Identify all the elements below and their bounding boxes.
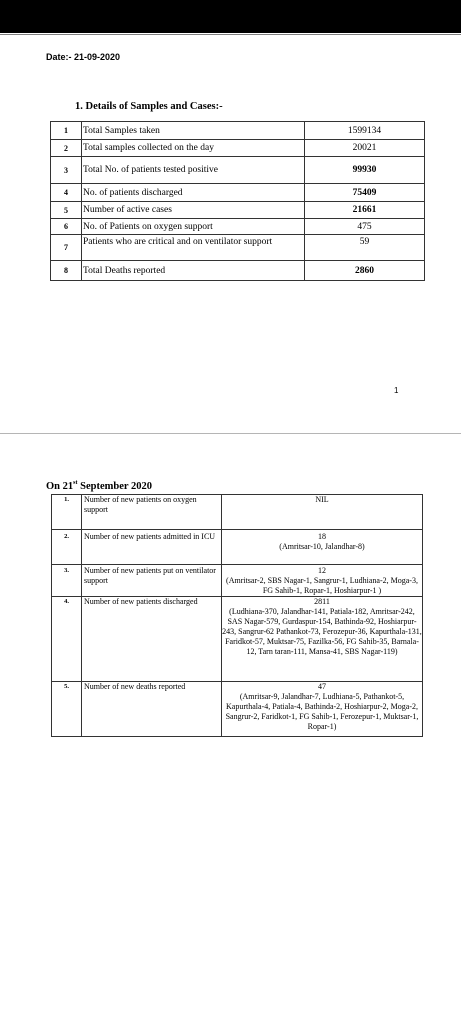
row-label: Number of new patients admitted in ICU — [82, 530, 222, 565]
row-value: 12 — [318, 566, 326, 575]
report-date: Date:- 21-09-2020 — [46, 52, 121, 62]
row-value-cell — [222, 682, 423, 737]
row-number: 6 — [51, 219, 82, 235]
row-label: Total No. of patients tested positive — [82, 157, 305, 184]
row-label: Patients who are critical and on ventilator support — [82, 235, 305, 261]
row-value: 18 — [318, 532, 326, 541]
table-row — [51, 235, 425, 261]
row-number: 1 — [51, 122, 82, 140]
row-detail: (Amritsar-2, SBS Nagar-1, Sangrur-1, Ludhiana-2, Moga-3, FG Sahib-1, Ropar-1, Hoshiarpur-1 ) — [226, 576, 418, 595]
row-detail: (Amritsar-10, Jalandhar-8) — [279, 542, 365, 551]
table-row — [51, 219, 425, 235]
row-number: 1. — [52, 495, 82, 530]
table-row — [51, 157, 425, 184]
table-row — [51, 140, 425, 157]
section2-title — [46, 480, 152, 492]
row-number: 3 — [51, 157, 82, 184]
row-label: Number of new patients on oxygen support — [82, 495, 222, 530]
top-status-bar — [0, 0, 461, 33]
table-row — [51, 202, 425, 219]
row-number: 3. — [52, 565, 82, 597]
table-row — [51, 184, 425, 202]
row-value: 2860 — [305, 261, 425, 281]
section2-title-sup: st — [73, 480, 78, 486]
row-value-cell — [222, 565, 423, 597]
row-label: No. of patients discharged — [82, 184, 305, 202]
row-value: NIL — [315, 495, 329, 504]
page-top-edge — [0, 34, 461, 35]
row-label: Number of new patients put on ventilator support — [82, 565, 222, 597]
row-number: 4 — [51, 184, 82, 202]
page-number: 1 — [394, 386, 399, 395]
row-label: No. of Patients on oxygen support — [82, 219, 305, 235]
daily-updates-table — [51, 494, 423, 737]
row-value: 99930 — [305, 157, 425, 184]
row-value: 2811 — [314, 597, 330, 606]
row-number: 7 — [51, 235, 82, 261]
row-label: Number of new deaths reported — [82, 682, 222, 737]
row-number: 8 — [51, 261, 82, 281]
row-value-cell — [222, 597, 423, 682]
table-row — [51, 261, 425, 281]
row-label: Total Deaths reported — [82, 261, 305, 281]
table-row — [52, 565, 423, 597]
table-row — [52, 495, 423, 530]
page-break — [0, 433, 461, 434]
table-row — [51, 122, 425, 140]
samples-cases-table — [50, 121, 425, 281]
row-number: 5. — [52, 682, 82, 737]
section1-title: 1. Details of Samples and Cases:- — [75, 101, 223, 112]
row-value: 47 — [318, 682, 326, 691]
row-value-cell — [222, 495, 423, 530]
row-label: Number of active cases — [82, 202, 305, 219]
row-detail: (Amritsar-9, Jalandhar-7, Ludhiana-5, Pathankot-5, Kapurthala-4, Patiala-4, Bathinda-2, Hoshiarpur-2, Moga-2, Sangrur-2, Faridkot-1, FG Sahib-1, Ferozepur-1, Muktsar-1, Ropar-1) — [225, 692, 419, 731]
table-row — [52, 682, 423, 737]
row-number: 2 — [51, 140, 82, 157]
row-value: 20021 — [305, 140, 425, 157]
row-label: Total samples collected on the day — [82, 140, 305, 157]
table-row — [52, 530, 423, 565]
row-number: 2. — [52, 530, 82, 565]
table-row — [52, 597, 423, 682]
section2-title-suffix: September 2020 — [77, 481, 152, 492]
row-value: 59 — [305, 235, 425, 261]
row-label: Total Samples taken — [82, 122, 305, 140]
row-value: 75409 — [305, 184, 425, 202]
row-label: Number of new patients discharged — [82, 597, 222, 682]
row-value: 475 — [305, 219, 425, 235]
row-value: 1599134 — [305, 122, 425, 140]
row-number: 5 — [51, 202, 82, 219]
section2-title-prefix: On 21 — [46, 481, 74, 492]
row-value: 21661 — [305, 202, 425, 219]
row-detail: (Ludhiana-370, Jalandhar-141, Patiala-182, Amritsar-242, SAS Nagar-579, Gurdaspur-154, Bathinda-92, Hoshiarpur-243, Sangrur-62 Pathankot-73, Ferozepur-36, Kapurthala-131, Faridkot-57, Muktsar-75, Fazilka-56, FG Sahib-35, Barnala-12, Tarn taran-111, Mansa-41, SBS Nagar-119) — [222, 607, 422, 656]
row-number: 4. — [52, 597, 82, 682]
row-value-cell — [222, 530, 423, 565]
